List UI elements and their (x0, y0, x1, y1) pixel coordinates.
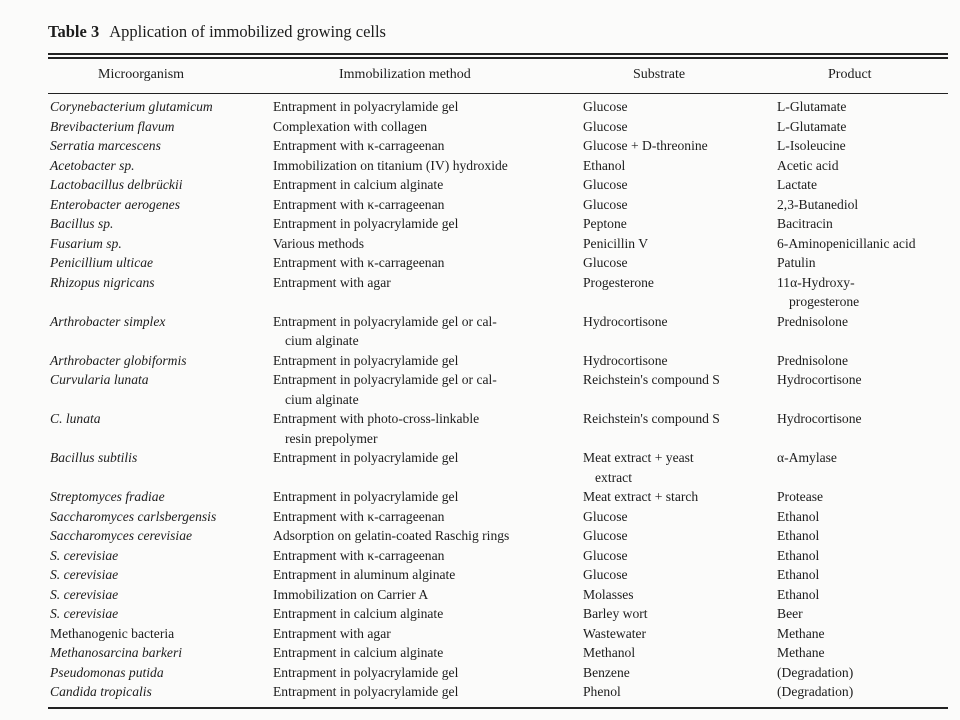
row-product-line: Prednisolone (777, 352, 848, 368)
row-microorganism: C. lunata (50, 411, 101, 426)
row-product-line: 6-Aminopenicillanic acid (777, 235, 916, 251)
row-microorganism: S. cerevisiae (50, 606, 119, 621)
row-method (273, 546, 444, 566)
row-method-line: Entrapment in polyacrylamide gel (273, 489, 459, 504)
row-product-line: Ethanol (777, 586, 820, 602)
row-substrate (583, 643, 635, 663)
row-substrate-line: Glucose (583, 547, 628, 563)
row-substrate-line: Glucose (583, 508, 628, 524)
row-method-line: Entrapment with κ-carrageenan (273, 138, 445, 153)
row-method-line: Entrapment with agar (273, 625, 391, 641)
row-product-line: L-Glutamate (777, 118, 847, 134)
row-method (273, 585, 428, 605)
row-method (273, 448, 458, 468)
row-substrate (583, 117, 628, 137)
row-substrate-line: Phenol (583, 684, 621, 699)
row-product (777, 624, 825, 644)
row-microorganism: Bacillus sp. (50, 216, 114, 231)
row-product-line: α-Amylase (777, 450, 837, 465)
row-substrate-line: Glucose (583, 118, 628, 134)
row-substrate-line: Reichstein's compound S (583, 411, 720, 426)
row-method-line: cium alginate (285, 333, 359, 348)
row-microorganism: S. cerevisiae (50, 547, 119, 563)
row-product (777, 117, 846, 137)
row-product-line: L-Isoleucine (777, 138, 846, 153)
row-product (777, 565, 819, 585)
row-product-line: progesterone (789, 294, 860, 309)
row-method-line: Entrapment in polyacrylamide gel (273, 684, 459, 699)
row-substrate (583, 175, 628, 195)
row-product-line: Methane (777, 645, 825, 660)
row-product (777, 351, 848, 371)
row-product (777, 312, 848, 332)
row-product (777, 546, 819, 566)
row-method (273, 624, 391, 644)
row-substrate (583, 682, 621, 702)
bottom-rule (48, 707, 948, 709)
header-immobilization-method: Immobilization method (339, 67, 471, 82)
row-product (777, 156, 839, 176)
row-product (777, 682, 853, 702)
row-method (273, 156, 508, 176)
row-product (777, 487, 823, 507)
row-substrate (583, 565, 628, 585)
header-rule (48, 93, 948, 94)
row-substrate-line: Meat extract + yeast (583, 450, 694, 465)
row-substrate (583, 214, 627, 234)
row-product (777, 448, 837, 468)
row-method (273, 565, 455, 585)
row-microorganism: Saccharomyces carlsbergensis (50, 508, 217, 524)
row-microorganism: Acetobacter sp. (50, 157, 135, 173)
row-product-line: Methane (777, 625, 825, 641)
row-product (777, 370, 862, 390)
row-method-line: Entrapment in polyacrylamide gel (273, 352, 459, 368)
top-rule-second (48, 57, 948, 59)
row-substrate (583, 604, 648, 624)
table-title (48, 22, 386, 42)
row-substrate-line: Benzene (583, 664, 630, 680)
row-microorganism: Rhizopus nigricans (50, 274, 155, 290)
row-method (273, 526, 509, 546)
row-substrate-line: Wastewater (583, 625, 647, 641)
row-substrate (583, 234, 648, 254)
row-method (273, 214, 458, 234)
row-product (777, 175, 817, 195)
row-microorganism: Methanogenic bacteria (50, 625, 175, 641)
row-product (777, 253, 816, 273)
row-substrate (583, 97, 628, 117)
row-method-line: resin prepolymer (285, 430, 378, 446)
row-method-line: Entrapment with κ-carrageenan (273, 547, 445, 563)
row-substrate-line: Methanol (583, 645, 636, 660)
row-product (777, 409, 862, 429)
row-microorganism: Lactobacillus delbrückii (50, 177, 183, 192)
row-substrate (583, 312, 668, 332)
row-substrate-line: Glucose (583, 196, 628, 212)
row-product-line: Beer (777, 606, 803, 621)
row-substrate-line: Reichstein's compound S (583, 372, 720, 387)
row-method (273, 175, 443, 195)
row-microorganism: Bacillus subtilis (50, 450, 138, 465)
row-method (273, 682, 458, 702)
row-method-line: Entrapment in polyacrylamide gel (273, 450, 459, 465)
row-microorganism: Enterobacter aerogenes (50, 196, 180, 212)
row-substrate (583, 351, 668, 371)
row-product-line: Lactate (777, 177, 817, 192)
row-product (777, 585, 819, 605)
row-method-line: Entrapment in polyacrylamide gel (273, 664, 459, 680)
row-substrate (583, 624, 646, 644)
row-method-line: Entrapment with κ-carrageenan (273, 255, 445, 270)
row-substrate (583, 136, 708, 156)
header-substrate: Substrate (633, 67, 686, 82)
row-microorganism: Serratia marcescens (50, 138, 161, 153)
row-method (273, 312, 497, 351)
row-microorganism: Curvularia lunata (50, 372, 149, 387)
row-method-line: Entrapment with photo-cross-linkable (273, 411, 480, 426)
row-product-line: Hydrocortisone (777, 411, 862, 426)
row-substrate (583, 409, 720, 429)
row-substrate-line: Glucose (583, 99, 628, 114)
row-substrate-line: extract (595, 469, 632, 485)
row-method (273, 117, 427, 137)
row-product-line: Acetic acid (777, 157, 839, 173)
row-substrate (583, 526, 628, 546)
row-microorganism: Saccharomyces cerevisiae (50, 528, 193, 543)
row-substrate-line: Glucose (583, 255, 628, 270)
row-method (273, 195, 444, 215)
row-product-line: Ethanol (777, 547, 820, 563)
row-substrate (583, 195, 628, 215)
row-microorganism: S. cerevisiae (50, 586, 119, 602)
row-product-line: Prednisolone (777, 313, 848, 329)
row-substrate-line: Hydrocortisone (583, 352, 668, 368)
row-substrate (583, 487, 698, 507)
row-method-line: Entrapment with κ-carrageenan (273, 196, 445, 212)
row-method (273, 487, 458, 507)
row-microorganism: Candida tropicalis (50, 684, 152, 699)
top-rule (48, 53, 948, 55)
row-product (777, 136, 846, 156)
row-microorganism: Methanosarcina barkeri (50, 645, 183, 660)
row-method-line: Entrapment in aluminum alginate (273, 567, 456, 582)
row-product-line: Ethanol (777, 567, 820, 582)
row-microorganism: Fusarium sp. (50, 235, 122, 251)
row-substrate-line: Barley wort (583, 606, 648, 621)
row-microorganism: Brevibacterium flavum (50, 118, 175, 134)
row-method (273, 370, 497, 409)
row-product (777, 507, 819, 527)
row-method (273, 604, 443, 624)
header-microorganism: Microorganism (98, 67, 185, 82)
row-substrate (583, 448, 694, 487)
row-product (777, 273, 859, 312)
row-microorganism: Corynebacterium glutamicum (50, 99, 213, 114)
row-product (777, 643, 825, 663)
row-product-line: L-Glutamate (777, 99, 847, 114)
row-product-line: Ethanol (777, 508, 820, 524)
row-product-line: Bacitracin (777, 216, 833, 231)
row-substrate (583, 546, 628, 566)
row-substrate (583, 273, 654, 293)
row-substrate (583, 585, 634, 605)
row-substrate-line: Glucose + D-threonine (583, 138, 708, 153)
row-substrate-line: Meat extract + starch (583, 489, 699, 504)
row-substrate (583, 253, 628, 273)
row-substrate-line: Glucose (583, 567, 628, 582)
row-microorganism: Penicillium ulticae (50, 255, 154, 270)
row-microorganism: Arthrobacter globiformis (50, 352, 187, 368)
row-microorganism: S. cerevisiae (50, 567, 119, 582)
row-microorganism: Streptomyces fradiae (50, 489, 165, 504)
row-method-line: Entrapment with agar (273, 274, 391, 290)
row-substrate (583, 663, 630, 683)
row-substrate-line: Peptone (583, 216, 627, 231)
row-method-line: Entrapment in calcium alginate (273, 606, 444, 621)
table-number: Table 3 (48, 22, 100, 41)
row-product (777, 526, 819, 546)
row-product (777, 663, 853, 683)
row-product (777, 214, 833, 234)
row-method (273, 643, 443, 663)
row-method (273, 253, 444, 273)
row-method-line: Entrapment in calcium alginate (273, 177, 444, 192)
row-method-line: Entrapment in polyacrylamide gel (273, 99, 459, 114)
row-microorganism: Pseudomonas putida (50, 664, 164, 680)
row-method (273, 97, 458, 117)
row-method-line: Entrapment in polyacrylamide gel or cal- (273, 313, 497, 329)
row-method-line: Entrapment in polyacrylamide gel (273, 216, 459, 231)
row-product-line: Protease (777, 489, 824, 504)
header-product: Product (828, 67, 872, 82)
row-product-line: 11α-Hydroxy- (777, 274, 855, 290)
row-method-line: Adsorption on gelatin-coated Raschig rings (273, 528, 510, 543)
row-method (273, 273, 391, 293)
row-substrate-line: Hydrocortisone (583, 313, 668, 329)
row-method-line: Entrapment with κ-carrageenan (273, 508, 445, 524)
row-product-line: Hydrocortisone (777, 372, 862, 387)
row-method (273, 409, 479, 448)
row-product-line: Patulin (777, 255, 816, 270)
row-product (777, 604, 803, 624)
row-method-line: Various methods (273, 235, 364, 251)
row-method (273, 663, 458, 683)
row-method (273, 351, 458, 371)
row-product (777, 234, 916, 254)
row-product-line: Ethanol (777, 528, 820, 543)
row-method-line: Immobilization on titanium (IV) hydroxide (273, 157, 508, 173)
row-product-line: (Degradation) (777, 684, 854, 699)
row-product-line: (Degradation) (777, 664, 854, 680)
row-method (273, 234, 364, 254)
row-method (273, 136, 444, 156)
row-substrate-line: Glucose (583, 528, 628, 543)
row-substrate (583, 156, 625, 176)
row-product (777, 97, 846, 117)
table-caption: Application of immobilized growing cells (109, 22, 386, 41)
row-substrate-line: Ethanol (583, 157, 626, 173)
row-microorganism: Arthrobacter simplex (50, 313, 166, 329)
row-substrate (583, 370, 720, 390)
row-method-line: Entrapment in polyacrylamide gel or cal- (273, 372, 497, 387)
row-substrate-line: Glucose (583, 177, 628, 192)
row-method (273, 507, 444, 527)
row-substrate-line: Progesterone (583, 274, 654, 290)
row-method-line: Entrapment in calcium alginate (273, 645, 444, 660)
row-product-line: 2,3-Butanediol (777, 196, 859, 212)
row-product (777, 195, 858, 215)
row-method-line: cium alginate (285, 391, 359, 407)
row-substrate-line: Penicillin V (583, 235, 649, 251)
row-method-line: Complexation with collagen (273, 118, 428, 134)
row-substrate-line: Molasses (583, 586, 634, 602)
row-method-line: Immobilization on Carrier A (273, 586, 429, 602)
row-substrate (583, 507, 628, 527)
